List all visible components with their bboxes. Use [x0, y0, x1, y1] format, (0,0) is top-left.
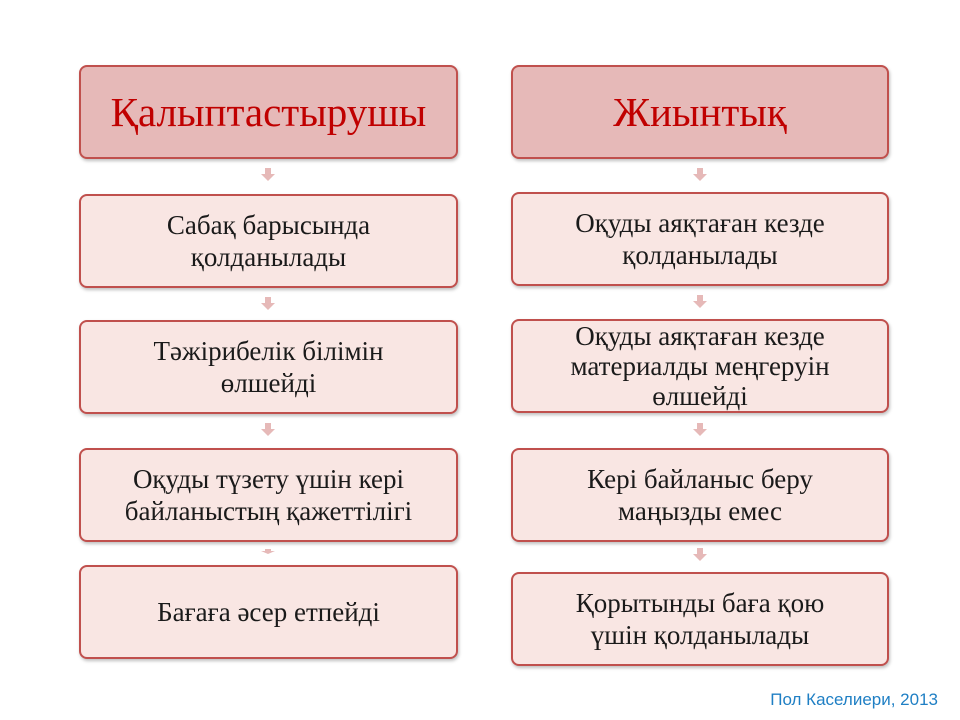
summative-item-1: Оқуды аяқтаған кезде қолданылады: [511, 192, 889, 286]
formative-item-3: Оқуды түзету үшін кері байланыстың қажеттілігі: [79, 448, 458, 542]
summative-item-4: Қорытынды баға қою үшін қолданылады: [511, 572, 889, 666]
formative-item-1: Сабақ барысында қолданылады: [79, 194, 458, 288]
summative-item-3: Кері байланыс беру маңызды емес: [511, 448, 889, 542]
summative-heading: Жиынтық: [511, 65, 889, 159]
summative-item-2: Оқуды аяқтаған кезде материалды меңгеруін өлшейді: [511, 319, 889, 413]
source-credit: Пол Каселиери, 2013: [770, 690, 938, 709]
formative-item-4: Бағаға әсер етпейді: [79, 565, 458, 659]
formative-item-2: Тәжірибелік білімін өлшейді: [79, 320, 458, 414]
formative-heading: Қалыптастырушы: [79, 65, 458, 159]
